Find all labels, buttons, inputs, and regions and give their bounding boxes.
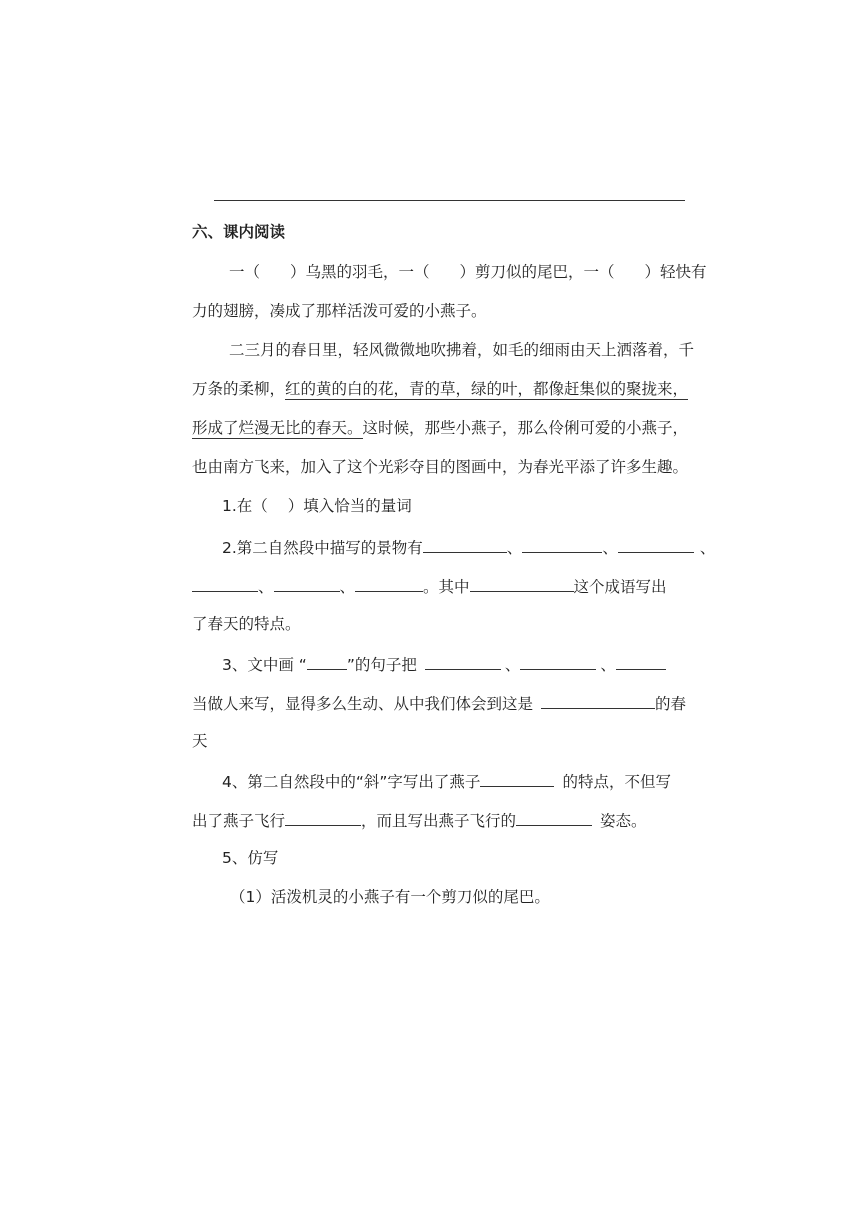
passage-text: 万条的柔柳，: [192, 380, 286, 398]
underlined-sentence: 形成了烂漫无比的春天。: [192, 419, 363, 437]
answer-blank[interactable]: [192, 575, 258, 592]
separator: 、: [602, 539, 618, 557]
question-text: ”的句子把: [346, 656, 417, 674]
question-text: 。其中: [423, 578, 470, 596]
question-text: 的特点，不但写: [562, 773, 671, 791]
answer-blank[interactable]: [520, 653, 596, 670]
answer-blank[interactable]: [541, 692, 655, 709]
question-text: 4、第二自然段中的“斜”字写出了燕子: [222, 773, 481, 791]
separator: 、: [258, 578, 274, 596]
separator: 、: [600, 656, 616, 674]
question-text: ，而且写出燕子飞行的: [361, 812, 517, 830]
question-text: 这个成语写出: [573, 578, 667, 596]
question-text: ）填入恰当的量词: [287, 497, 412, 515]
header-rule: [214, 200, 685, 201]
passage-text: 这时候，那些小燕子，那么伶俐可爱的小燕子，: [362, 419, 689, 437]
passage-line-5: [192, 418, 688, 438]
answer-blank[interactable]: [618, 536, 694, 553]
question-text: 1.在（: [222, 497, 268, 515]
question-text: 当做人来写，显得多么生动、从中我们体会到这是: [192, 695, 534, 713]
answer-blank[interactable]: [274, 575, 340, 592]
question-1: [222, 496, 412, 516]
question-2-line-3: 了春天的特点。: [192, 615, 301, 633]
answer-blank[interactable]: [425, 653, 501, 670]
passage-text: ）轻快有: [644, 263, 707, 281]
answer-blank[interactable]: [470, 575, 574, 592]
answer-blank[interactable]: [522, 536, 602, 553]
question-5: 5、仿写: [222, 849, 279, 867]
passage-text: 一（: [229, 263, 261, 281]
question-text: 2.第二自然段中描写的景物有: [222, 539, 423, 557]
question-3-line-2: [192, 692, 686, 714]
passage-text: ）乌黑的羽毛，一（: [290, 263, 430, 281]
passage-line-3: 二三月的春日里，轻风微微地吹拂着，如毛的细雨由天上洒落着，千: [229, 341, 695, 359]
question-4-line-2: [192, 809, 647, 831]
separator: 、: [339, 578, 356, 596]
question-text: 出了燕子飞行: [192, 812, 286, 830]
question-3-line-1: [222, 653, 666, 675]
question-4-line-1: [222, 770, 671, 792]
question-3-line-3: 天: [192, 732, 208, 750]
passage-line-4: [192, 379, 688, 399]
answer-blank[interactable]: [480, 770, 554, 787]
question-5-1: （1）活泼机灵的小燕子有一个剪刀似的尾巴。: [230, 888, 550, 906]
passage-line-1: [229, 262, 707, 282]
passage-line-2: 力的翅膀，凑成了那样活泼可爱的小燕子。: [192, 302, 487, 320]
answer-blank[interactable]: [355, 575, 423, 592]
passage-line-6: 也由南方飞来，加入了这个光彩夺目的图画中，为春光平添了许多生趣。: [192, 458, 689, 476]
separator: 、: [504, 656, 521, 674]
question-2-line-1: [222, 536, 715, 558]
question-text: 3、文中画 “: [222, 656, 307, 674]
answer-blank[interactable]: [285, 809, 361, 826]
answer-blank[interactable]: [616, 653, 666, 670]
underlined-sentence: 红的黄的白的花，青的草，绿的叶，都像赶集似的聚拢来，: [285, 380, 689, 398]
answer-blank[interactable]: [307, 653, 347, 670]
question-text: 的春: [655, 695, 687, 713]
answer-blank[interactable]: [423, 536, 507, 553]
separator: 、: [699, 539, 716, 557]
question-text: 姿态。: [600, 812, 647, 830]
question-2-line-2: [192, 575, 667, 597]
answer-blank[interactable]: [516, 809, 592, 826]
separator: 、: [506, 539, 523, 557]
section-title: 六、课内阅读: [192, 223, 286, 241]
passage-text: ）剪刀似的尾巴，一（: [459, 263, 615, 281]
